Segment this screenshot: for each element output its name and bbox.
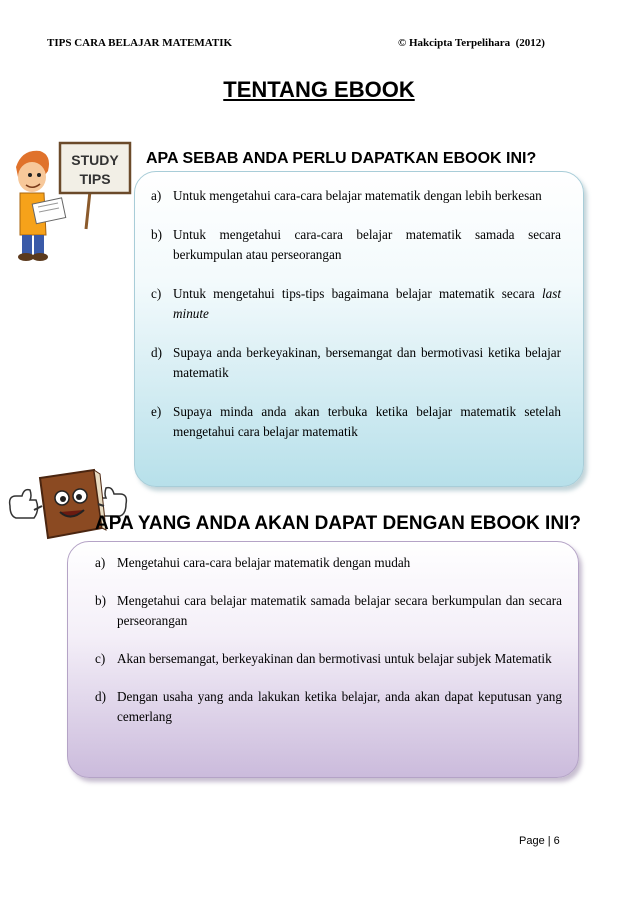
emphasis-text: last minute xyxy=(173,286,561,321)
list-item: a) Mengetahui cara-cara belajar matematik dengan mudah xyxy=(95,555,411,570)
list-item: e) Supaya minda anda akan terbuka ketika belajar matematik setelah mengetahui cara belajar matematik xyxy=(151,404,561,439)
benefits-box xyxy=(67,541,579,778)
reasons-list xyxy=(151,186,561,461)
list-item: d) Dengan usaha yang anda lakukan ketika belajar, anda akan dapat keputusan yang cemerlang xyxy=(95,689,562,724)
list-item: c) Akan bersemangat, berkeyakinan dan bermotivasi untuk belajar subjek Matematik xyxy=(95,651,552,666)
list-item: b) Mengetahui cara belajar matematik samada belajar secara berkumpulan dan secara perseorangan xyxy=(95,593,562,628)
list-item: a) Untuk mengetahui cara-cara belajar matematik dengan lebih berkesan xyxy=(151,188,542,203)
page-number: Page | 6 xyxy=(519,835,560,847)
study-tips-illustration xyxy=(8,137,136,263)
header-copyright: © Hakcipta Terpelihara (2012) xyxy=(398,37,545,49)
study-sign-line1: STUDY xyxy=(71,152,119,168)
benefits-list xyxy=(95,553,562,745)
section1-heading: APA SEBAB ANDA PERLU DAPATKAN EBOOK INI? xyxy=(146,150,537,167)
list-item: b) Untuk mengetahui cara-cara belajar matematik samada secara berkumpulan atau perseorangan xyxy=(151,227,561,262)
reasons-box xyxy=(134,171,584,487)
study-sign-line2: TIPS xyxy=(79,171,111,187)
list-item: d) Supaya anda berkeyakinan, bersemangat dan bermotivasi ketika belajar matematik xyxy=(151,345,561,380)
header-title: TIPS CARA BELAJAR MATEMATIK xyxy=(47,37,233,49)
page-title: TENTANG EBOOK xyxy=(223,77,415,102)
section2-heading: APA YANG ANDA AKAN DAPAT DENGAN EBOOK INI? xyxy=(95,513,581,534)
list-item: c) Untuk mengetahui tips-tips bagaimana belajar matematik secara last minute xyxy=(151,286,561,321)
